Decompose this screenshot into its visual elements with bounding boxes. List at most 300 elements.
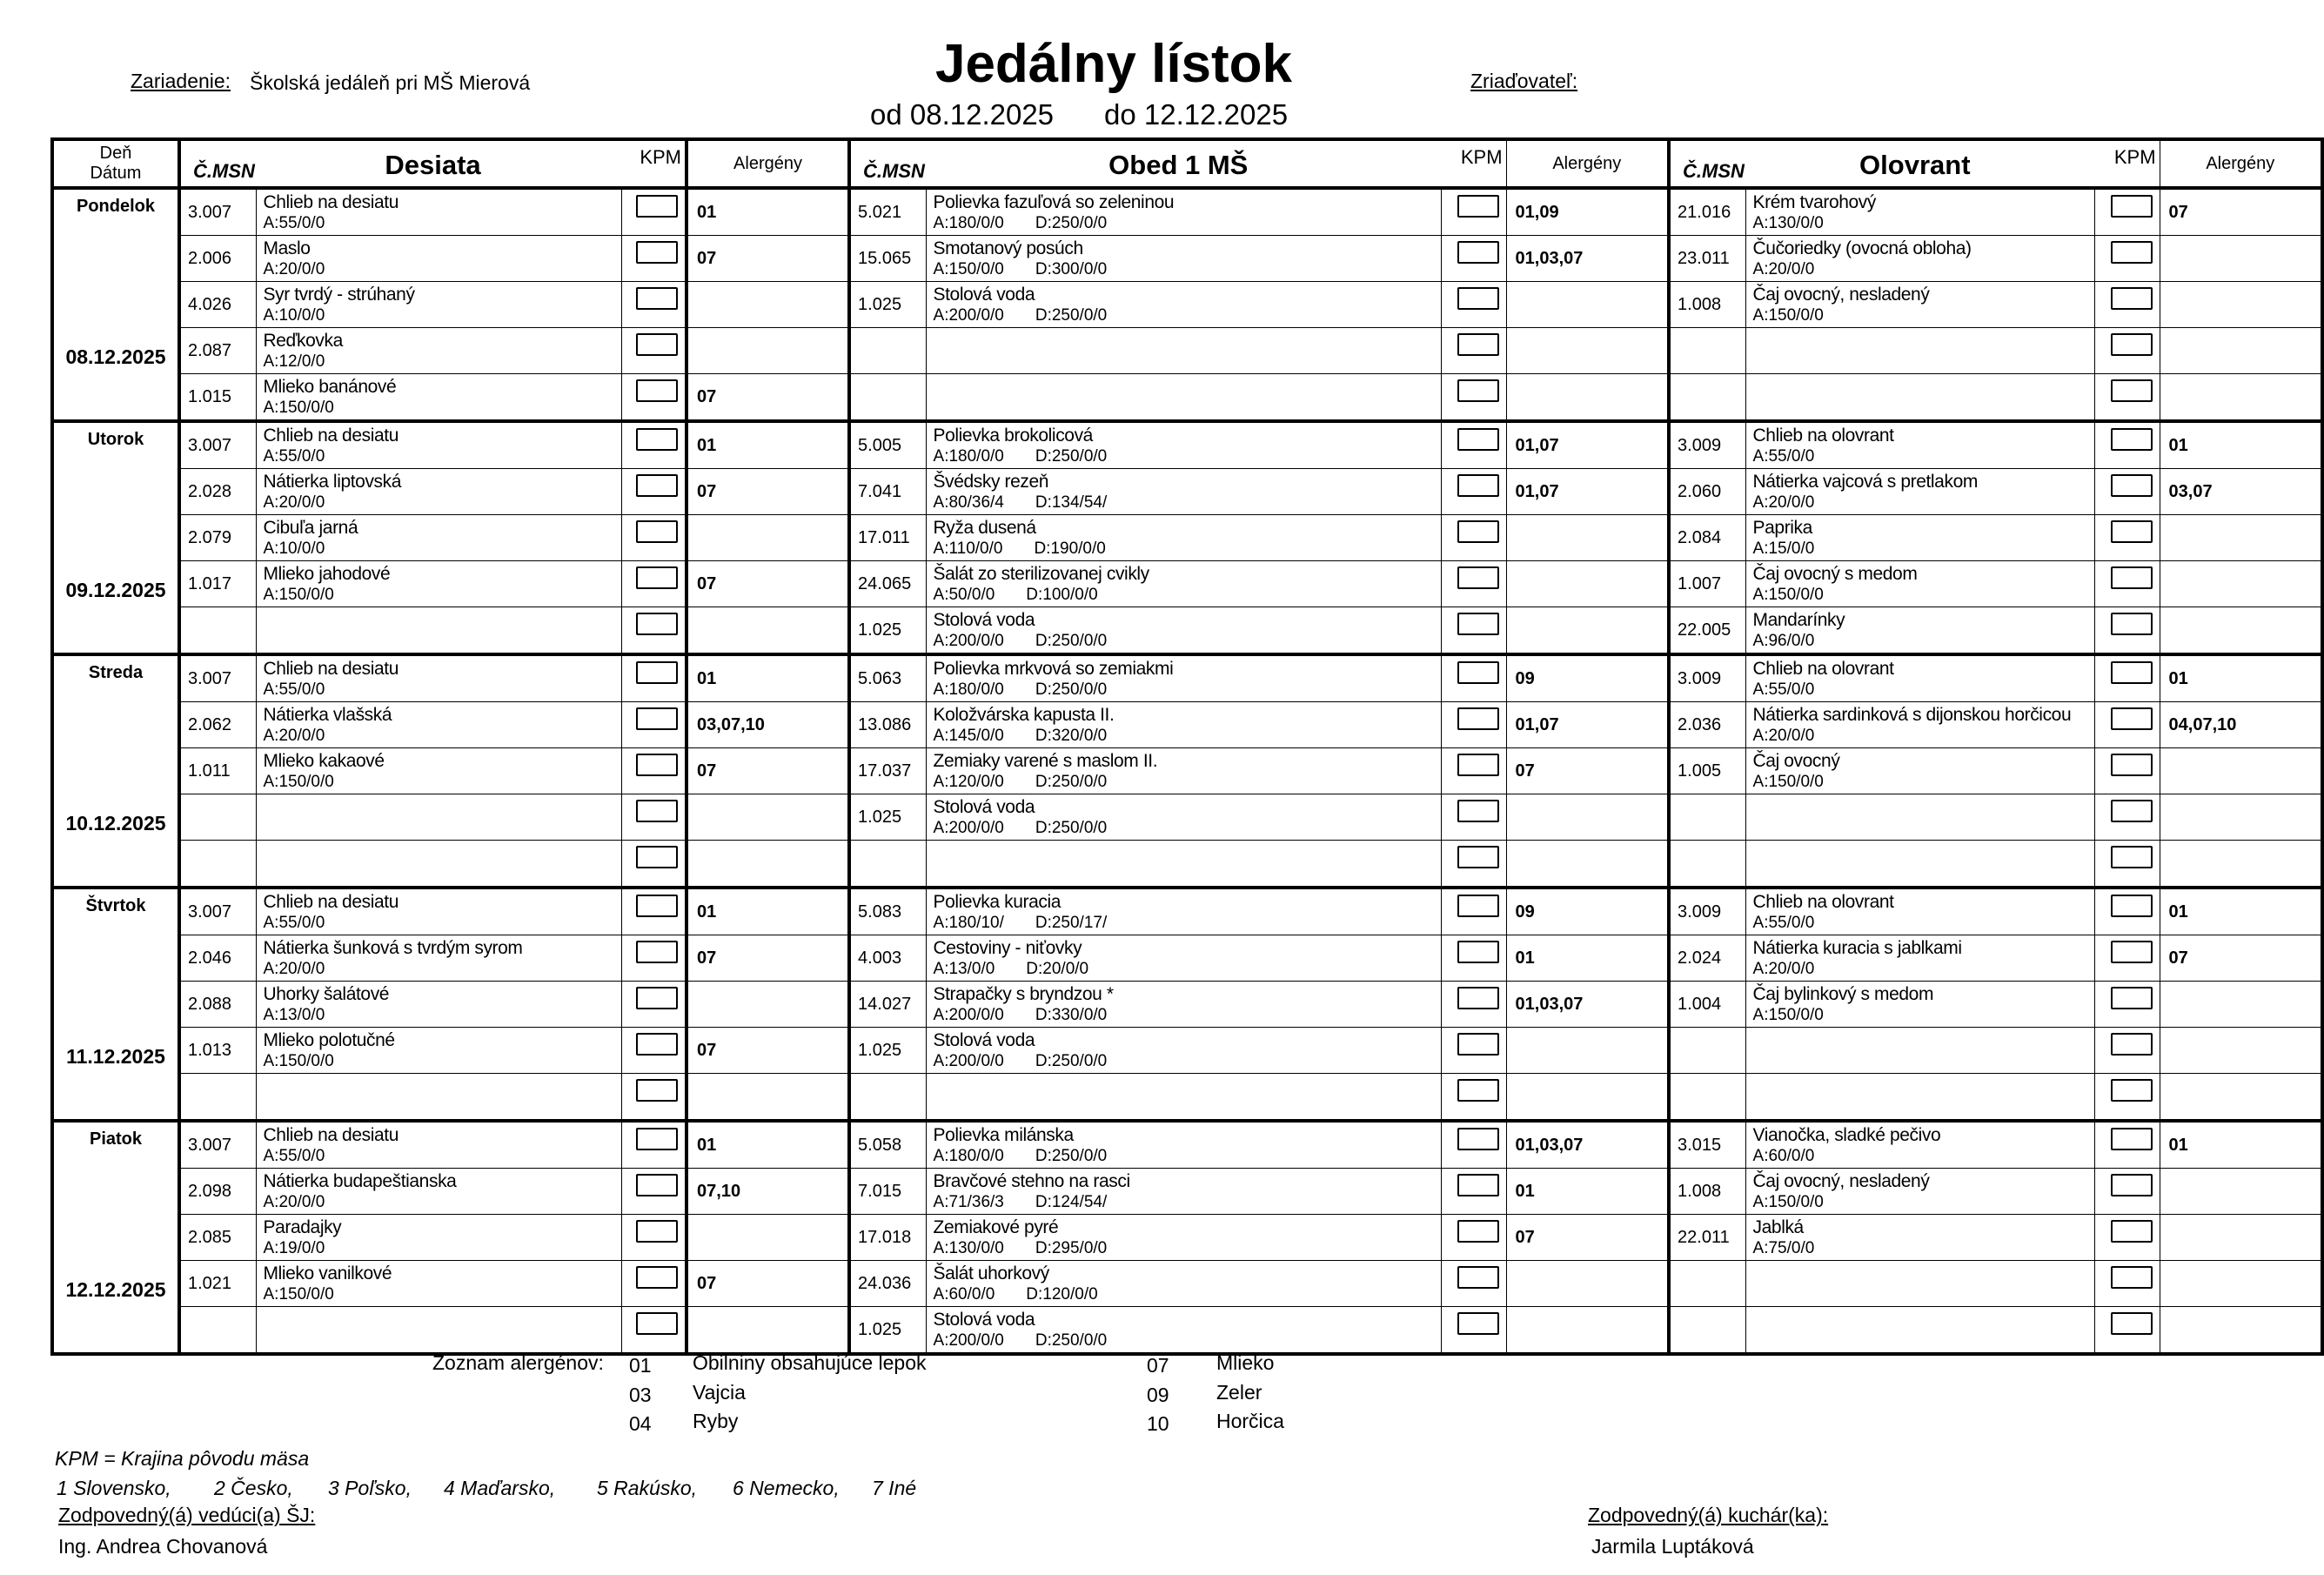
item-code: 2.084 <box>1669 515 1745 561</box>
menu-row <box>52 1261 2322 1307</box>
item-name: Čaj ovocný s medom <box>1752 564 1918 584</box>
kpm-checkbox[interactable] <box>636 941 678 963</box>
item-name: Nátierka kuracia s jablkami <box>1752 938 1962 958</box>
meal-header-olovrant <box>1669 139 2160 188</box>
menu-row <box>52 1307 2322 1355</box>
allergen-cell: 03,07,10 <box>686 702 849 748</box>
item-code: 1.025 <box>849 282 926 328</box>
kpm-checkbox[interactable] <box>1457 379 1499 402</box>
item-cell <box>256 328 621 374</box>
kpm-checkbox[interactable] <box>2111 287 2153 310</box>
kpm-checkbox[interactable] <box>1457 987 1499 1009</box>
item-portions <box>934 960 1089 979</box>
portion-a: A:150/0/0 <box>263 1285 334 1304</box>
kpm-checkbox[interactable] <box>2111 707 2153 730</box>
menu-row <box>52 654 2322 702</box>
menu-row <box>52 1028 2322 1074</box>
allergen-cell: 01,03,07 <box>1506 982 1669 1028</box>
allergens-header: Alergény <box>686 139 849 188</box>
item-name: Stolová voda <box>933 1030 1035 1050</box>
item-cell <box>256 1028 621 1074</box>
allergen-cell: 01 <box>2160 654 2322 702</box>
portion-a: A:180/10/ <box>933 914 1004 932</box>
allergen-cell <box>1506 1028 1669 1074</box>
allergen-cell <box>2160 1028 2322 1074</box>
portion-a: A:50/0/0 <box>933 586 995 604</box>
allergen-cell: 07 <box>686 1261 849 1307</box>
allergen-cell: 07 <box>686 469 849 515</box>
kpm-cell <box>2094 935 2160 982</box>
kpm-checkbox[interactable] <box>1457 333 1499 356</box>
item-code: 2.088 <box>179 982 256 1028</box>
portion-a: A:71/36/3 <box>933 1193 1004 1211</box>
portion-a: A:180/0/0 <box>933 680 1004 699</box>
kpm-checkbox[interactable] <box>636 241 678 264</box>
item-portions <box>1753 914 1846 933</box>
allergen-cell <box>1506 794 1669 841</box>
item-cell <box>926 1028 1441 1074</box>
item-portions <box>264 493 357 513</box>
kpm-checkbox[interactable] <box>636 661 678 684</box>
portion-a: A:20/0/0 <box>1752 260 1815 278</box>
menu-row <box>52 561 2322 607</box>
menu-row <box>52 469 2322 515</box>
portion-a: A:150/0/0 <box>263 586 334 604</box>
allergen-cell: 01 <box>686 188 849 236</box>
kpm-checkbox[interactable] <box>636 287 678 310</box>
item-name: Čučoriedky (ovocná obloha) <box>1752 238 1972 258</box>
kpm-cell <box>2094 236 2160 282</box>
item-code: 2.036 <box>1669 702 1745 748</box>
item-portions <box>264 306 357 325</box>
kpm-checkbox[interactable] <box>2111 195 2153 218</box>
country-3: 3 Poľsko, <box>328 1477 412 1499</box>
portion-d: D:295/0/0 <box>1035 1239 1108 1257</box>
portion-a: A:145/0/0 <box>933 727 1004 745</box>
kpm-checkbox[interactable] <box>2111 474 2153 497</box>
period-from: od 08.12.2025 <box>870 98 1055 131</box>
item-cell <box>926 374 1441 422</box>
kpm-checkbox[interactable] <box>2111 1266 2153 1289</box>
item-portions <box>264 1147 357 1166</box>
kpm-cell <box>2094 469 2160 515</box>
kpm-checkbox[interactable] <box>1457 1312 1499 1335</box>
item-code: 2.006 <box>179 236 256 282</box>
portion-a: A:150/0/0 <box>1752 586 1824 604</box>
kpm-cell <box>621 748 686 794</box>
allergen-cell <box>1506 374 1669 422</box>
kpm-cell <box>1441 328 1506 374</box>
portion-a: A:120/0/0 <box>933 773 1004 791</box>
portion-a: A:12/0/0 <box>263 352 325 371</box>
kpm-checkbox[interactable] <box>636 754 678 776</box>
kpm-cell <box>621 1169 686 1215</box>
item-cell <box>926 188 1441 236</box>
item-code: 1.008 <box>1669 282 1745 328</box>
kpm-checkbox[interactable] <box>636 987 678 1009</box>
allergen-cell: 09 <box>1506 654 1669 702</box>
allergen-cell: 07 <box>2160 188 2322 236</box>
kpm-checkbox[interactable] <box>2111 1033 2153 1056</box>
item-portions <box>1753 865 1785 884</box>
item-code: 24.036 <box>849 1261 926 1307</box>
item-portions <box>264 1098 295 1117</box>
item-cell <box>1745 982 2094 1028</box>
item-cell <box>256 421 621 469</box>
kpm-checkbox[interactable] <box>1457 1128 1499 1150</box>
menu-body <box>52 188 2322 1354</box>
portion-a: A:130/0/0 <box>1752 214 1824 232</box>
item-cell <box>926 515 1441 561</box>
day-name: Piatok <box>89 1129 143 1149</box>
item-cell <box>926 1169 1441 1215</box>
item-portions <box>1753 540 1846 559</box>
portion-a: A:55/0/0 <box>263 447 325 466</box>
item-name: Reďkovka <box>263 331 343 351</box>
kpm-checkbox[interactable] <box>2111 661 2153 684</box>
kpm-checkbox[interactable] <box>2111 941 2153 963</box>
item-code: 17.037 <box>849 748 926 794</box>
portion-d: D:124/54/ <box>1035 1193 1108 1211</box>
item-name: Šalát uhorkový <box>933 1263 1049 1283</box>
kpm-checkbox[interactable] <box>1457 287 1499 310</box>
item-portions <box>934 865 965 884</box>
item-cell <box>1745 1169 2094 1215</box>
item-code <box>849 1074 926 1122</box>
allergen-cell: 07 <box>1506 748 1669 794</box>
kpm-checkbox[interactable] <box>636 474 678 497</box>
item-cell <box>256 1307 621 1355</box>
allergen-cell <box>1506 328 1669 374</box>
item-cell <box>1745 328 2094 374</box>
kpm-checkbox[interactable] <box>1457 941 1499 963</box>
item-code <box>849 841 926 888</box>
allergen-cell: 07 <box>686 748 849 794</box>
item-cell <box>926 982 1441 1028</box>
kpm-checkbox[interactable] <box>2111 846 2153 868</box>
item-portions <box>264 260 357 279</box>
country-5: 5 Rakúsko, <box>597 1477 698 1499</box>
kpm-checkbox[interactable] <box>1457 428 1499 451</box>
item-name: Stolová voda <box>933 1310 1035 1330</box>
portion-a: A:20/0/0 <box>263 960 325 978</box>
allergen-cell <box>2160 1307 2322 1355</box>
item-portions <box>264 865 295 884</box>
item-code: 1.025 <box>849 794 926 841</box>
kpm-checkbox[interactable] <box>2111 895 2153 917</box>
kpm-checkbox[interactable] <box>1457 566 1499 589</box>
item-code: 2.079 <box>179 515 256 561</box>
kpm-checkbox[interactable] <box>636 195 678 218</box>
item-code: 15.065 <box>849 236 926 282</box>
kpm-checkbox[interactable] <box>636 428 678 451</box>
country-1: 1 Slovensko, <box>57 1477 171 1499</box>
item-cell <box>926 1261 1441 1307</box>
kpm-checkbox[interactable] <box>636 800 678 822</box>
item-name: Nátierka šunková s tvrdým syrom <box>263 938 523 958</box>
day-name: Štvrtok <box>85 896 146 915</box>
item-portions <box>934 914 1108 933</box>
item-code: 1.017 <box>179 561 256 607</box>
kpm-checkbox[interactable] <box>1457 474 1499 497</box>
kpm-cell <box>2094 561 2160 607</box>
allergen-cell <box>1506 607 1669 655</box>
item-portions <box>264 1006 357 1025</box>
item-code: 2.028 <box>179 469 256 515</box>
portion-d: D:250/17/ <box>1035 914 1108 932</box>
item-code: 2.085 <box>179 1215 256 1261</box>
kpm-checkbox[interactable] <box>2111 1220 2153 1243</box>
allergen-cell: 03,07 <box>2160 469 2322 515</box>
kpm-checkbox[interactable] <box>636 707 678 730</box>
kpm-checkbox[interactable] <box>1457 1220 1499 1243</box>
portion-d: D:250/0/0 <box>1035 214 1108 232</box>
portion-a: A:10/0/0 <box>263 306 325 325</box>
kpm-cell <box>1441 841 1506 888</box>
item-cell <box>1745 1121 2094 1169</box>
portion-a: A:60/0/0 <box>1752 1147 1815 1165</box>
allergen-cell <box>1506 561 1669 607</box>
menu-row <box>52 748 2322 794</box>
item-cell <box>926 1121 1441 1169</box>
item-portions <box>1753 680 1846 700</box>
item-code <box>1669 1261 1745 1307</box>
day-cell <box>52 421 179 654</box>
item-code: 5.021 <box>849 188 926 236</box>
item-portions <box>1753 727 1846 746</box>
allergen-cell: 01,09 <box>1506 188 1669 236</box>
kpm-checkbox[interactable] <box>636 1312 678 1335</box>
kpm-checkbox[interactable] <box>1457 846 1499 868</box>
kpm-checkbox[interactable] <box>2111 566 2153 589</box>
kpm-cell <box>1441 607 1506 655</box>
cook-label: Zodpovedný(á) kuchár(ka): <box>1588 1504 1829 1526</box>
item-portions <box>934 1285 1098 1304</box>
portion-a: A:60/0/0 <box>933 1285 995 1304</box>
kpm-checkbox[interactable] <box>1457 707 1499 730</box>
kpm-cell <box>1441 188 1506 236</box>
cook-name: Jarmila Luptáková <box>1591 1535 1754 1558</box>
kpm-checkbox[interactable] <box>1457 613 1499 635</box>
legend-code: 10 <box>1147 1412 1169 1435</box>
allergen-cell: 01 <box>686 421 849 469</box>
legend-code: 04 <box>629 1412 652 1435</box>
allergen-cell <box>2160 374 2322 422</box>
portion-a: A:180/0/0 <box>933 1147 1004 1165</box>
allergen-cell <box>1506 515 1669 561</box>
item-portions <box>934 1006 1108 1025</box>
item-code: 3.009 <box>1669 421 1745 469</box>
item-portions <box>934 727 1108 746</box>
item-name: Chlieb na olovrant <box>1752 892 1894 912</box>
kpm-checkbox[interactable] <box>1457 520 1499 543</box>
kpm-cell <box>621 702 686 748</box>
menu-row <box>52 982 2322 1028</box>
kpm-cell <box>621 1074 686 1122</box>
kpm-checkbox[interactable] <box>636 1220 678 1243</box>
kpm-checkbox[interactable] <box>2111 1128 2153 1150</box>
kpm-cell <box>1441 1215 1506 1261</box>
kpm-checkbox[interactable] <box>2111 754 2153 776</box>
item-cell <box>1745 748 2094 794</box>
manager-label: Zodpovedný(á) vedúci(a) ŠJ: <box>58 1504 316 1526</box>
item-code <box>1669 794 1745 841</box>
item-code: 4.026 <box>179 282 256 328</box>
kpm-cell <box>621 982 686 1028</box>
item-name: Chlieb na olovrant <box>1752 659 1894 679</box>
item-code: 24.065 <box>849 561 926 607</box>
allergen-cell <box>686 841 849 888</box>
kpm-cell <box>2094 1307 2160 1355</box>
kpm-checkbox[interactable] <box>636 379 678 402</box>
allergen-cell <box>2160 328 2322 374</box>
allergen-cell <box>2160 748 2322 794</box>
menu-row <box>52 1121 2322 1169</box>
item-cell <box>1745 1028 2094 1074</box>
kpm-checkbox[interactable] <box>2111 1079 2153 1102</box>
item-name: Polievka brokolicová <box>933 426 1093 446</box>
kpm-checkbox[interactable] <box>2111 1312 2153 1335</box>
allergen-cell: 01 <box>686 888 849 935</box>
item-code: 3.009 <box>1669 888 1745 935</box>
item-portions <box>1753 1331 1785 1350</box>
kpm-checkbox[interactable] <box>2111 613 2153 635</box>
item-portions <box>934 1147 1108 1166</box>
item-cell <box>1745 1074 2094 1122</box>
kpm-checkbox[interactable] <box>636 846 678 868</box>
item-code: 14.027 <box>849 982 926 1028</box>
portion-d: D:250/0/0 <box>1035 447 1108 466</box>
legend-code: 01 <box>629 1354 652 1377</box>
item-cell <box>1745 374 2094 422</box>
item-cell <box>256 982 621 1028</box>
kpm-cell <box>621 935 686 982</box>
kpm-cell <box>1441 469 1506 515</box>
allergen-cell: 07 <box>686 561 849 607</box>
kpm-checkbox[interactable] <box>1457 195 1499 218</box>
day-date: 12.12.2025 <box>65 1278 166 1301</box>
kpm-cell <box>621 1215 686 1261</box>
item-portions <box>264 680 357 700</box>
item-cell <box>1745 654 2094 702</box>
kpm-cell <box>621 1261 686 1307</box>
kpm-checkbox[interactable] <box>636 520 678 543</box>
kpm-checkbox[interactable] <box>636 1174 678 1196</box>
kpm-checkbox[interactable] <box>1457 241 1499 264</box>
kpm-checkbox[interactable] <box>1457 1174 1499 1196</box>
item-name: Nátierka budapeštianska <box>263 1171 457 1191</box>
kpm-cell <box>2094 702 2160 748</box>
allergen-cell <box>686 607 849 655</box>
item-portions <box>1753 1193 1855 1212</box>
portion-a: A:150/0/0 <box>933 260 1004 278</box>
item-cell <box>1745 282 2094 328</box>
meal-name: Obed 1 MŠ <box>1108 150 1249 180</box>
item-portions <box>264 214 357 233</box>
item-code: 3.015 <box>1669 1121 1745 1169</box>
item-cell <box>1745 607 2094 655</box>
item-cell <box>926 236 1441 282</box>
kpm-checkbox[interactable] <box>1457 1079 1499 1102</box>
item-cell <box>256 236 621 282</box>
kpm-checkbox[interactable] <box>2111 428 2153 451</box>
kpm-checkbox[interactable] <box>1457 661 1499 684</box>
kpm-checkbox[interactable] <box>2111 800 2153 822</box>
kpm-cell <box>621 328 686 374</box>
item-code: 17.011 <box>849 515 926 561</box>
kpm-checkbox[interactable] <box>636 1266 678 1289</box>
kpm-checkbox[interactable] <box>1457 754 1499 776</box>
kpm-checkbox[interactable] <box>2111 1174 2153 1196</box>
kpm-checkbox[interactable] <box>636 1079 678 1102</box>
menu-row <box>52 888 2322 935</box>
country-6: 6 Nemecko, <box>733 1477 840 1499</box>
kpm-cell <box>1441 282 1506 328</box>
item-cell <box>926 1074 1441 1122</box>
item-portions <box>264 1285 365 1304</box>
item-name: Polievka kuracia <box>933 892 1062 912</box>
kpm-checkbox[interactable] <box>1457 1266 1499 1289</box>
item-portions <box>264 540 357 559</box>
kpm-checkbox[interactable] <box>2111 241 2153 264</box>
menu-row <box>52 935 2322 982</box>
legend-name: Horčica <box>1216 1410 1284 1432</box>
portion-d: D:300/0/0 <box>1035 260 1108 278</box>
kpm-checkbox[interactable] <box>1457 1033 1499 1056</box>
item-portions <box>934 586 1098 605</box>
menu-row <box>52 282 2322 328</box>
portion-d: D:190/0/0 <box>1034 540 1106 558</box>
kpm-cell <box>621 888 686 935</box>
kpm-checkbox[interactable] <box>1457 800 1499 822</box>
kpm-checkbox[interactable] <box>636 333 678 356</box>
item-portions <box>934 399 965 418</box>
kpm-checkbox[interactable] <box>636 1128 678 1150</box>
item-cell <box>1745 1307 2094 1355</box>
item-code <box>1669 374 1745 422</box>
item-name: Čaj ovocný, nesladený <box>1752 1171 1930 1191</box>
item-code <box>179 1307 256 1355</box>
kpm-checkbox[interactable] <box>2111 520 2153 543</box>
kpm-checkbox[interactable] <box>2111 333 2153 356</box>
menu-row <box>52 702 2322 748</box>
item-cell <box>256 374 621 422</box>
kpm-checkbox[interactable] <box>636 895 678 917</box>
item-cell <box>256 282 621 328</box>
item-code <box>1669 1307 1745 1355</box>
item-portions <box>934 1052 1108 1071</box>
kpm-checkbox[interactable] <box>2111 987 2153 1009</box>
legend-code: 07 <box>1147 1354 1169 1377</box>
portion-a: A:200/0/0 <box>933 1052 1004 1070</box>
menu-row <box>52 841 2322 888</box>
day-name: Streda <box>88 663 144 682</box>
kpm-checkbox[interactable] <box>636 1033 678 1056</box>
kpm-checkbox[interactable] <box>636 613 678 635</box>
allergen-cell <box>686 794 849 841</box>
day-date: 08.12.2025 <box>65 345 166 368</box>
kpm-checkbox[interactable] <box>636 566 678 589</box>
item-portions <box>264 632 295 651</box>
kpm-checkbox[interactable] <box>1457 895 1499 917</box>
kpm-checkbox[interactable] <box>2111 379 2153 402</box>
item-name: Mlieko banánové <box>263 377 397 397</box>
item-portions <box>934 1193 1108 1212</box>
portion-a: A:180/0/0 <box>933 447 1004 466</box>
kpm-cell <box>2094 1169 2160 1215</box>
item-code: 21.016 <box>1669 188 1745 236</box>
item-name: Cestoviny - niťovky <box>933 938 1082 958</box>
